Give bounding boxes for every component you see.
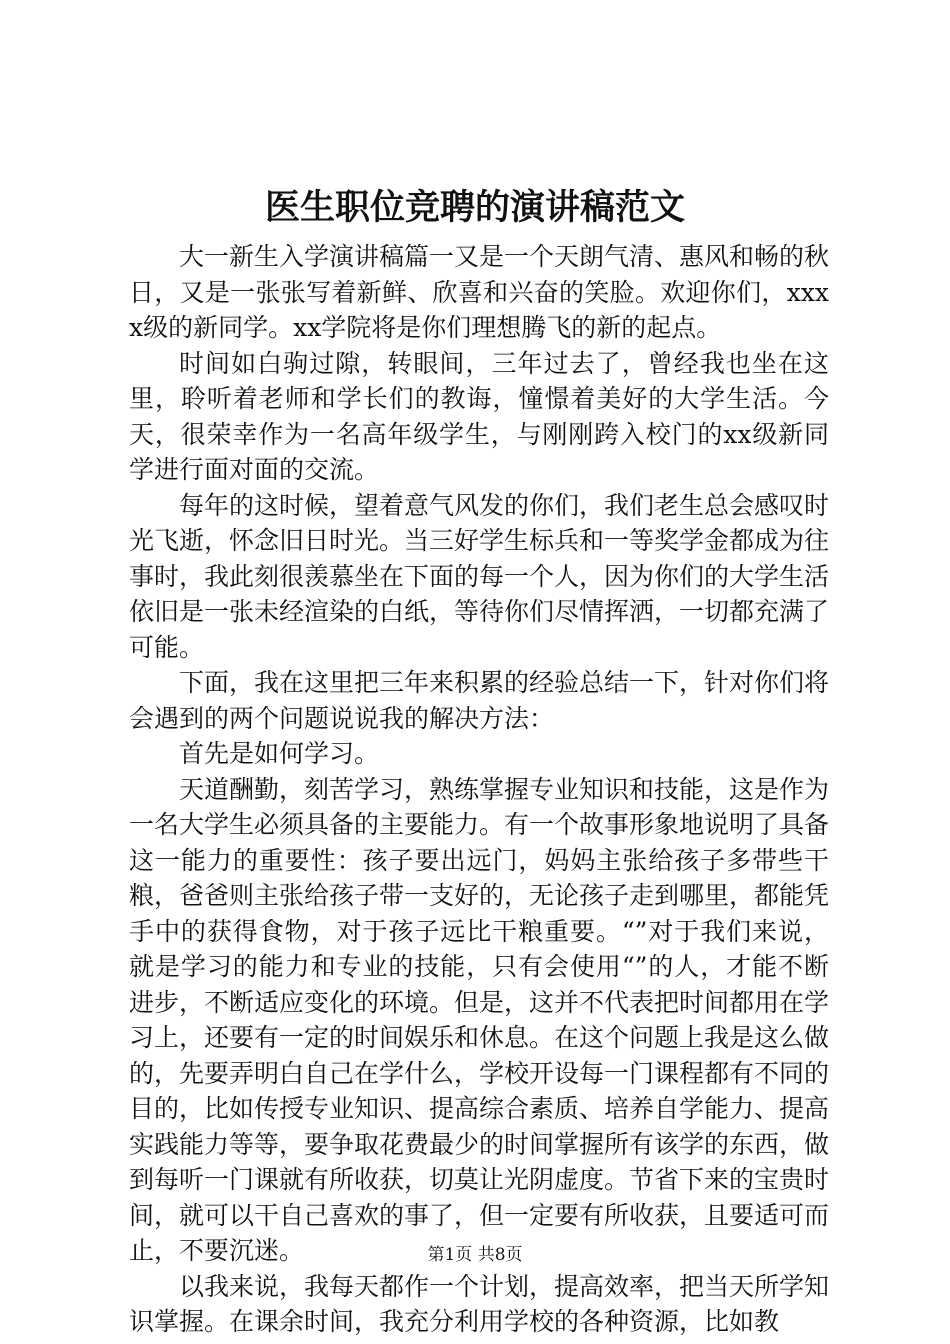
paragraph: 首先是如何学习。: [179, 739, 380, 768]
paragraph: 以我来说，我每天都作一个计划，提高效率，把当天所学知识掌握。在课余时间，我充分利用学校的各种资源，比如教: [129, 1271, 830, 1336]
paragraph: 时间如白驹过隙，转眼间，三年过去了，曾经我也坐在这里，聆听着老师和学长们的教诲，憧憬着美好的大学生活。今天，很荣幸作为一名高年级学生，与刚刚跨入校门的xx级新同学进行面对面的交流。: [129, 348, 829, 484]
paragraph: 天道酬勤，刻苦学习，熟练掌握专业知识和技能，这是作为一名大学生必须具备的主要能力。有一个故事形象地说明了具备这一能力的重要性：孩子要出远门，妈妈主张给孩子多带些干粮，爸爸则主张给孩子带一支好的，无论孩子走到哪里，都能凭手中的获得食物，对于孩子远比干粮重要。“”对于我们来说，就是学习的能力和专业的技能，只有会使用“”的人，才能不断进步，不断适应变化的环境。但是，这并不代表把时间都用在学习上，还要有一定的时间娱乐和休息。在这个问题上我是这么做的，先要弄明白自己在学什么，学校开设每一门课程都有不同的目的，比如传授专业知识、提高综合素质、培养自学能力、提高实践能力等等，要争取花费最少的时间掌握所有该学的东西，做到每听一门课就有所收获，切莫让光阴虚度。节省下来的宝贵时间，就可以干自己喜欢的事了，但一定要有所收获，且要适可而止，不要沉迷。: [129, 774, 830, 1265]
document-title: 医生职位竞聘的演讲稿范文: [264, 187, 685, 228]
document-body: [129, 239, 829, 1340]
paragraph: 下面，我在这里把三年来积累的经验总结一下，针对你们将会遇到的两个问题说说我的解决方法：: [129, 668, 830, 733]
page-number-footer: 第1页 共8页: [427, 1245, 523, 1265]
paragraph: 大一新生入学演讲稿篇一又是一个天朗气清、惠风和畅的秋日，又是一张张写着新鲜、欣喜和兴奋的笑脸。欢迎你们，xxxx级的新同学。xx学院将是你们理想腾飞的新的起点。: [129, 242, 830, 342]
paragraph: 每年的这时候，望着意气风发的你们，我们老生总会感叹时光飞逝，怀念旧日时光。当三好学生标兵和一等奖学金都成为往事时，我此刻很羡慕坐在下面的每一个人，因为你们的大学生活依旧是一张未经渲染的白纸，等待你们尽情挥洒，一切都充满了可能。: [129, 490, 830, 662]
